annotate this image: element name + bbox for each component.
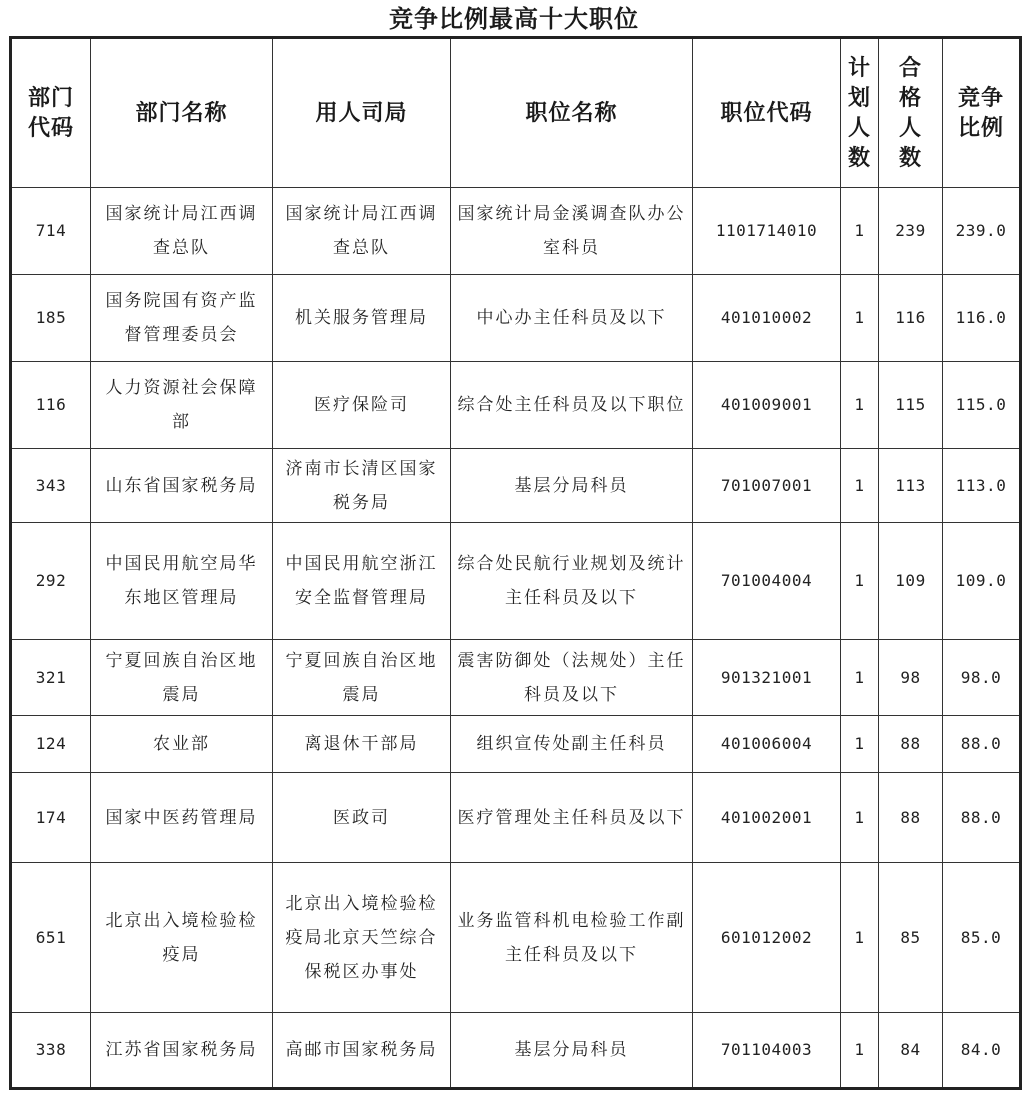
ratio-cell: 115.0 bbox=[943, 362, 1021, 449]
header-dept-code: 部门代码 bbox=[11, 38, 91, 188]
dept-code-cell: 714 bbox=[11, 188, 91, 275]
qualified-cell: 88 bbox=[879, 716, 943, 773]
qualified-cell: 109 bbox=[879, 523, 943, 640]
position-code-cell: 901321001 bbox=[693, 640, 841, 716]
table-row bbox=[11, 523, 1021, 640]
position-name-cell: 业务监管科机电检验工作副主任科员及以下 bbox=[451, 863, 693, 1013]
dept-name-cell: 江苏省国家税务局 bbox=[91, 1013, 273, 1089]
planned-cell: 1 bbox=[841, 716, 879, 773]
dept-name-cell: 北京出入境检验检疫局 bbox=[91, 863, 273, 1013]
position-name-cell: 基层分局科员 bbox=[451, 449, 693, 523]
position-code-cell: 401002001 bbox=[693, 773, 841, 863]
planned-cell: 1 bbox=[841, 449, 879, 523]
position-name-cell: 基层分局科员 bbox=[451, 1013, 693, 1089]
planned-cell: 1 bbox=[841, 1013, 879, 1089]
qualified-cell: 85 bbox=[879, 863, 943, 1013]
dept-name-cell: 人力资源社会保障部 bbox=[91, 362, 273, 449]
header-row bbox=[11, 38, 1021, 188]
dept-code-cell: 343 bbox=[11, 449, 91, 523]
competition-ratio-table bbox=[9, 36, 1022, 1090]
bureau-cell: 济南市长清区国家税务局 bbox=[273, 449, 451, 523]
position-code-cell: 601012002 bbox=[693, 863, 841, 1013]
dept-name-cell: 山东省国家税务局 bbox=[91, 449, 273, 523]
bureau-cell: 中国民用航空浙江安全监督管理局 bbox=[273, 523, 451, 640]
position-name-cell: 医疗管理处主任科员及以下 bbox=[451, 773, 693, 863]
position-code-cell: 401006004 bbox=[693, 716, 841, 773]
planned-cell: 1 bbox=[841, 773, 879, 863]
position-code-cell: 701007001 bbox=[693, 449, 841, 523]
planned-cell: 1 bbox=[841, 523, 879, 640]
dept-code-cell: 116 bbox=[11, 362, 91, 449]
dept-name-cell: 国家统计局江西调查总队 bbox=[91, 188, 273, 275]
dept-code-cell: 651 bbox=[11, 863, 91, 1013]
qualified-cell: 84 bbox=[879, 1013, 943, 1089]
table-row bbox=[11, 773, 1021, 863]
planned-cell: 1 bbox=[841, 863, 879, 1013]
position-name-cell: 组织宣传处副主任科员 bbox=[451, 716, 693, 773]
ratio-cell: 239.0 bbox=[943, 188, 1021, 275]
bureau-cell: 宁夏回族自治区地震局 bbox=[273, 640, 451, 716]
bureau-cell: 北京出入境检验检疫局北京天竺综合保税区办事处 bbox=[273, 863, 451, 1013]
table-row bbox=[11, 275, 1021, 362]
header-qualified-count: 合格人数 bbox=[879, 38, 943, 188]
dept-code-cell: 174 bbox=[11, 773, 91, 863]
ratio-cell: 88.0 bbox=[943, 773, 1021, 863]
header-bureau: 用人司局 bbox=[273, 38, 451, 188]
dept-name-cell: 农业部 bbox=[91, 716, 273, 773]
qualified-cell: 113 bbox=[879, 449, 943, 523]
position-code-cell: 401010002 bbox=[693, 275, 841, 362]
dept-name-cell: 国务院国有资产监督管理委员会 bbox=[91, 275, 273, 362]
table-row bbox=[11, 1013, 1021, 1089]
planned-cell: 1 bbox=[841, 362, 879, 449]
table-row bbox=[11, 449, 1021, 523]
planned-cell: 1 bbox=[841, 275, 879, 362]
table-row bbox=[11, 188, 1021, 275]
ratio-cell: 98.0 bbox=[943, 640, 1021, 716]
ratio-cell: 84.0 bbox=[943, 1013, 1021, 1089]
position-code-cell: 401009001 bbox=[693, 362, 841, 449]
dept-name-cell: 宁夏回族自治区地震局 bbox=[91, 640, 273, 716]
position-name-cell: 综合处民航行业规划及统计主任科员及以下 bbox=[451, 523, 693, 640]
dept-name-cell: 中国民用航空局华东地区管理局 bbox=[91, 523, 273, 640]
header-position-name: 职位名称 bbox=[451, 38, 693, 188]
ratio-cell: 116.0 bbox=[943, 275, 1021, 362]
dept-code-cell: 338 bbox=[11, 1013, 91, 1089]
header-dept-name: 部门名称 bbox=[91, 38, 273, 188]
table-title: 竞争比例最高十大职位 bbox=[389, 4, 639, 33]
bureau-cell: 高邮市国家税务局 bbox=[273, 1013, 451, 1089]
bureau-cell: 国家统计局江西调查总队 bbox=[273, 188, 451, 275]
header-competition-ratio: 竞争比例 bbox=[943, 38, 1021, 188]
ratio-cell: 88.0 bbox=[943, 716, 1021, 773]
ratio-cell: 113.0 bbox=[943, 449, 1021, 523]
planned-cell: 1 bbox=[841, 188, 879, 275]
qualified-cell: 98 bbox=[879, 640, 943, 716]
ratio-cell: 85.0 bbox=[943, 863, 1021, 1013]
planned-cell: 1 bbox=[841, 640, 879, 716]
bureau-cell: 机关服务管理局 bbox=[273, 275, 451, 362]
dept-code-cell: 124 bbox=[11, 716, 91, 773]
bureau-cell: 医疗保险司 bbox=[273, 362, 451, 449]
position-name-cell: 中心办主任科员及以下 bbox=[451, 275, 693, 362]
position-name-cell: 国家统计局金溪调查队办公室科员 bbox=[451, 188, 693, 275]
qualified-cell: 116 bbox=[879, 275, 943, 362]
dept-code-cell: 292 bbox=[11, 523, 91, 640]
dept-code-cell: 185 bbox=[11, 275, 91, 362]
table-row bbox=[11, 362, 1021, 449]
position-name-cell: 综合处主任科员及以下职位 bbox=[451, 362, 693, 449]
qualified-cell: 239 bbox=[879, 188, 943, 275]
header-planned-count: 计划人数 bbox=[841, 38, 879, 188]
table-row bbox=[11, 640, 1021, 716]
position-code-cell: 1101714010 bbox=[693, 188, 841, 275]
qualified-cell: 115 bbox=[879, 362, 943, 449]
position-name-cell: 震害防御处（法规处）主任科员及以下 bbox=[451, 640, 693, 716]
position-code-cell: 701004004 bbox=[693, 523, 841, 640]
table-row bbox=[11, 716, 1021, 773]
ratio-cell: 109.0 bbox=[943, 523, 1021, 640]
table-row bbox=[11, 863, 1021, 1013]
position-code-cell: 701104003 bbox=[693, 1013, 841, 1089]
bureau-cell: 离退休干部局 bbox=[273, 716, 451, 773]
header-position-code: 职位代码 bbox=[693, 38, 841, 188]
qualified-cell: 88 bbox=[879, 773, 943, 863]
dept-name-cell: 国家中医药管理局 bbox=[91, 773, 273, 863]
bureau-cell: 医政司 bbox=[273, 773, 451, 863]
dept-code-cell: 321 bbox=[11, 640, 91, 716]
